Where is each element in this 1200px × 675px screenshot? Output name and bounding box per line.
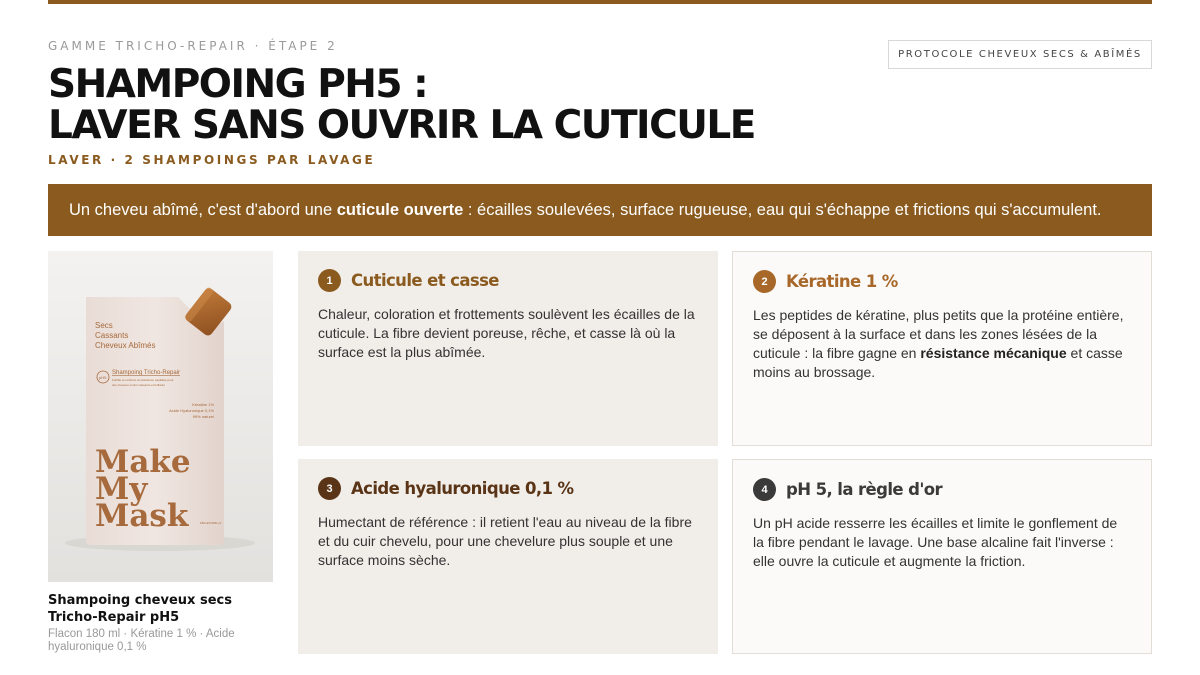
product-name: Shampoing cheveux secs Tricho-Repair pH5	[48, 593, 232, 625]
svg-text:180ml/6.08Fl.oz: 180ml/6.08Fl.oz	[200, 521, 222, 525]
top-accent-rule	[48, 0, 1152, 4]
svg-text:Kératine 1%: Kératine 1%	[192, 402, 214, 407]
info-card-keratine	[732, 251, 1152, 446]
bottle-brand-make: Make	[95, 444, 191, 480]
card-number-badge: 1	[318, 269, 341, 292]
card-title: Kératine 1 %	[786, 272, 898, 291]
intro-banner-emphasis: cuticule ouverte	[336, 200, 464, 219]
bottle-text-cassants: Cassants	[95, 331, 129, 340]
svg-text:Acide Hyaluronique 0,1%: Acide Hyaluronique 0,1%	[169, 408, 214, 413]
card-body: Un pH acide resserre les écailles et limite le gonflement de la fibre pendant le lavage. Une base alcaline fait l'inverse : elle ouvre la cuticule et augmente la friction.	[753, 515, 1118, 569]
card-number-badge: 3	[318, 477, 341, 500]
page-title-line-2: LAVER SANS OUVRIR LA CUTICULE	[48, 103, 755, 148]
bottle-text-product-name: Shampoing Tricho-Repair	[112, 370, 181, 376]
bottle-text-secs: Secs	[95, 321, 113, 330]
card-body: Les peptides de kératine, plus petits que la protéine entière, se déposent à la surface et dans les zones lésées de la cuticule : la fibre gagne en résistance mécanique et casse moins au brossage.	[753, 307, 1124, 380]
card-header	[753, 478, 1131, 501]
intro-banner	[48, 184, 1152, 236]
info-card-acide-hyaluronique	[298, 459, 718, 654]
card-header	[753, 270, 1131, 293]
card-title: Acide hyaluronique 0,1 %	[351, 479, 574, 498]
card-body: Chaleur, coloration et frottements soulèvent les écailles de la cuticule. La fibre devient poreuse, rêche, et casse là où la surface est la plus abîmée.	[318, 306, 695, 360]
protocol-badge: PROTOCOLE CHEVEUX SECS & ABÎMÉS	[888, 40, 1152, 69]
bottle-brand-my: My	[95, 471, 148, 507]
eyebrow-label: GAMME TRICHO-REPAIR · ÉTAPE 2	[48, 39, 338, 53]
card-header	[318, 477, 698, 500]
card-title: pH 5, la règle d'or	[786, 480, 943, 499]
info-card-cuticule	[298, 251, 718, 446]
card-number-badge: 2	[753, 270, 776, 293]
bottle-text-cheveux-abimes: Cheveux Abîmés	[95, 341, 156, 350]
shampoo-bottle-illustration	[48, 251, 273, 582]
product-image	[48, 251, 273, 582]
card-body-emphasis: résistance mécanique	[920, 345, 1067, 361]
bottle-brand-mask: Mask	[95, 498, 189, 534]
card-title: Cuticule et casse	[351, 271, 499, 290]
info-card-ph5	[732, 459, 1152, 654]
page-title-line-1: SHAMPOING PH5 :	[48, 62, 428, 107]
intro-banner-text: Un cheveu abîmé, c'est d'abord une cuticule ouverte : écailles soulevées, surface rugueuse, eau qui s'échappe et frictions qui s'accumulent.	[69, 200, 1102, 219]
card-body: Humectant de référence : il retient l'eau au niveau de la fibre et du cuir chevelu, pour une chevelure plus souple et une surface moins sèche.	[318, 514, 692, 568]
card-number-badge: 4	[753, 478, 776, 501]
page-subtitle: LAVER · 2 SHAMPOINGS PAR LAVAGE	[48, 153, 376, 167]
svg-text:des cheveux moins cassants et: des cheveux moins cassants et brillants	[112, 383, 165, 387]
card-header	[318, 269, 698, 292]
svg-text:99% naturel: 99% naturel	[192, 414, 214, 419]
product-meta: Flacon 180 ml · Kératine 1 % · Acide hyaluronique 0,1 %	[48, 628, 235, 653]
page-title	[48, 64, 755, 146]
svg-text:Fortifie et renforce la résist: Fortifie et renforce la résistance capillaire pour	[112, 378, 174, 382]
svg-text:pH5: pH5	[99, 375, 107, 380]
